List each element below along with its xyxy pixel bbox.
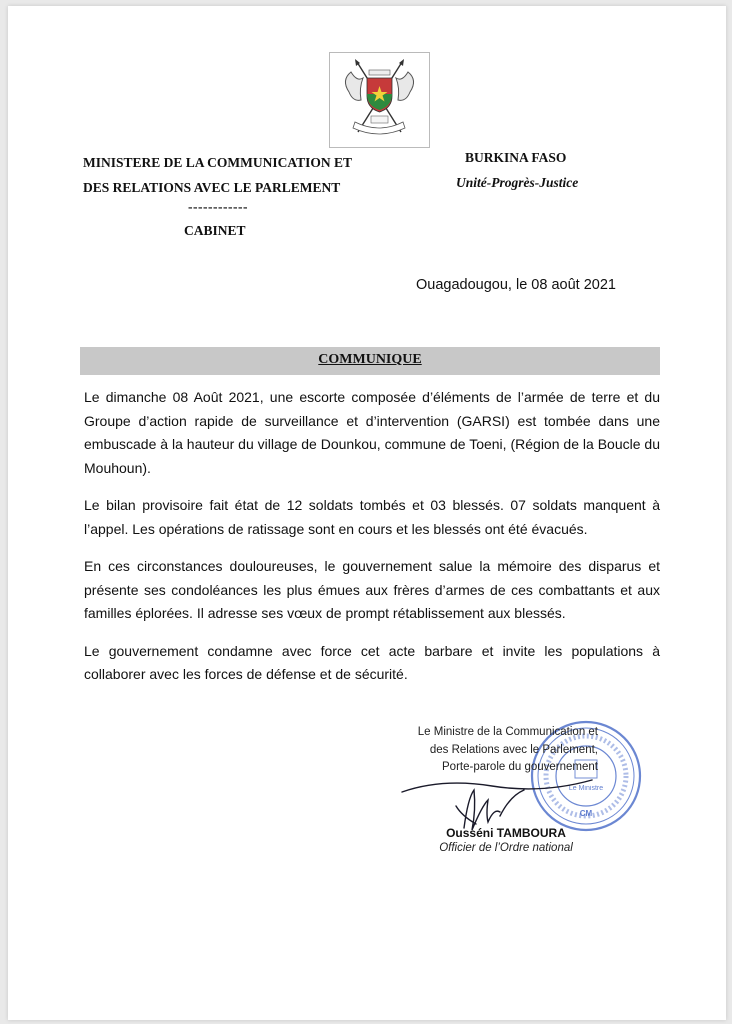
ministry-line-1: MINISTERE DE LA COMMUNICATION ET (83, 155, 353, 170)
communique-title: COMMUNIQUE (318, 352, 422, 367)
signatory-line-2: des Relations avec le Parlement, (429, 743, 598, 756)
signatory-title: Officier de l’Ordre national (439, 842, 573, 854)
paragraph-4: Le gouvernement condamne avec force cet acte barbare et invite les populations à collaborer avec les forces de défense et de sécurité. (84, 642, 660, 682)
coat-of-arms-icon (329, 52, 430, 148)
signatory-line-1: Le Ministre de la Communication et (417, 726, 598, 738)
stamp-center-text: Le Ministre (568, 785, 604, 792)
header-separator: ------------ (188, 199, 248, 214)
signatory-name: Ousséni TAMBOURA (446, 826, 566, 840)
ministry-name (83, 150, 352, 200)
document-date: Ouagadougou, le 08 août 2021 (416, 277, 616, 293)
national-motto: Unité-Progrès-Justice (456, 175, 579, 190)
communique-body (84, 386, 660, 701)
stamp-bottom-text: CM (579, 809, 593, 818)
ministry-line-2: DES RELATIONS AVEC LE PARLEMENT (83, 180, 341, 195)
paragraph-1: Le dimanche 08 Août 2021, une escorte composée d’éléments de l’armée de terre et du Groupe d’action rapide de surveillance et d’intervention (GARSI) est tombée dans une embuscade à la hauteur du village de Dounkou, commune de Toeni, (Région de la Boucle du Mouhoun). (84, 389, 660, 476)
signatory-line-3: Porte-parole du gouvernement (442, 761, 598, 773)
paragraph-2: Le bilan provisoire fait état de 12 soldats tombés et 03 blessés. 07 soldats manquent à l’appel. Les opérations de ratissage sont en cours et les blessés ont été évacués. (84, 497, 660, 537)
communique-banner (80, 347, 660, 375)
paragraph-3: En ces circonstances douloureuses, le gouvernement salue la mémoire des disparus et présente ses condoléances les plus émues aux frères d’armes de ces combattants et aux familles éplorées. Il adresse ses vœux de prompt rétablissement aux blessés. (84, 558, 660, 621)
document-page (8, 6, 726, 1020)
country-name: BURKINA FASO (465, 150, 567, 165)
cabinet-label: CABINET (184, 223, 246, 238)
